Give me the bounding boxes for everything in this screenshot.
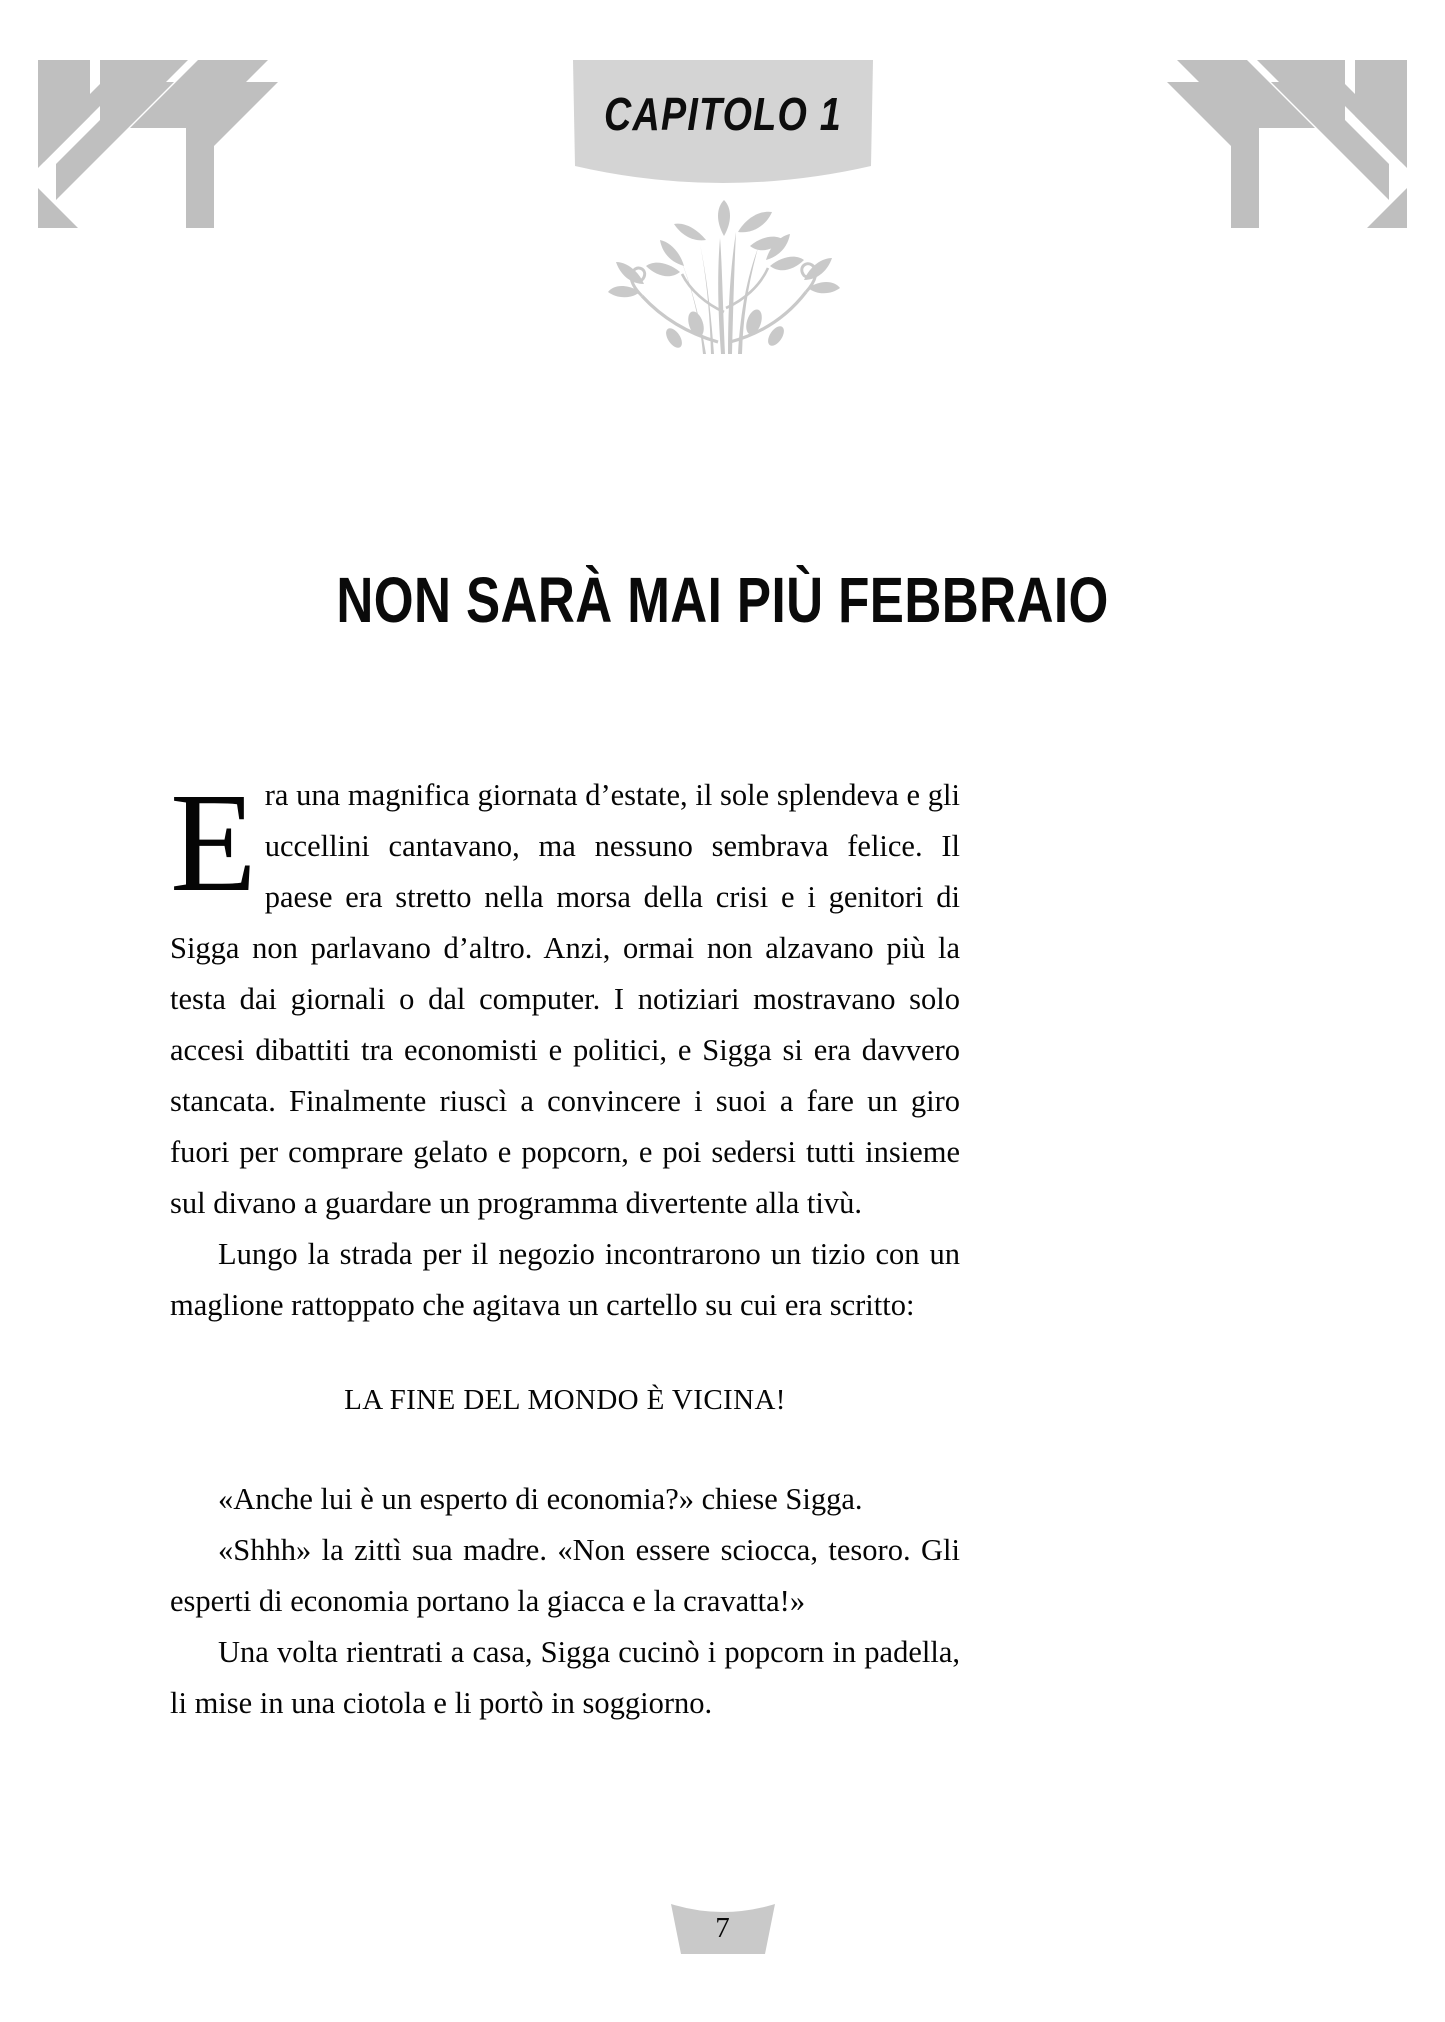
page-number: 7 <box>715 1912 730 1944</box>
paragraph-4: «Shhh» la zittì sua madre. «Non essere sciocca, tesoro. Gli esperti di economia portano la giacca e la cravatta!» <box>170 1533 960 1618</box>
chapter-title: NON SARÀ MAI PIÙ FEBBRAIO <box>336 563 1109 636</box>
page-number-tab <box>667 1900 779 1956</box>
body-text <box>170 763 960 1729</box>
paragraph-3: «Anche lui è un esperto di economia?» chiese Sigga. <box>218 1482 863 1516</box>
floral-vine-ornament <box>578 192 868 357</box>
chapter-banner-label: CAPITOLO 1 <box>603 88 842 140</box>
paragraph-2: Lungo la strada per il negozio incontrarono un tizio con un maglione rattoppato che agitava un cartello su cui era scritto: <box>170 1237 960 1322</box>
paragraph-5: Una volta rientrati a casa, Sigga cucinò i popcorn in padella, li mise in una ciotola e li portò in soggiorno. <box>170 1635 960 1720</box>
chapter-banner <box>0 58 1445 193</box>
sign-text: LA FINE DEL MONDO È VICINA! <box>344 1384 786 1416</box>
paragraph-1: Era una magnifica giornata d’estate, il sole splendeva e gli uccellini cantavano, ma nessuno sembrava felice. Il paese era stretto nella morsa della crisi e i genitori di Sigga non parlavano d’altro. Anzi, ormai non alzavano più la testa dai giornali o dal computer. I notiziari mostravano solo accesi dibattiti tra economisti e politici, e Sigga si era davvero stancata. Finalmente riuscì a convincere i suoi a fare un giro fuori per comprare gelato e popcorn, e poi sedersi tutti insieme sul divano a guardare un programma divertente alla tivù. <box>170 763 960 1220</box>
